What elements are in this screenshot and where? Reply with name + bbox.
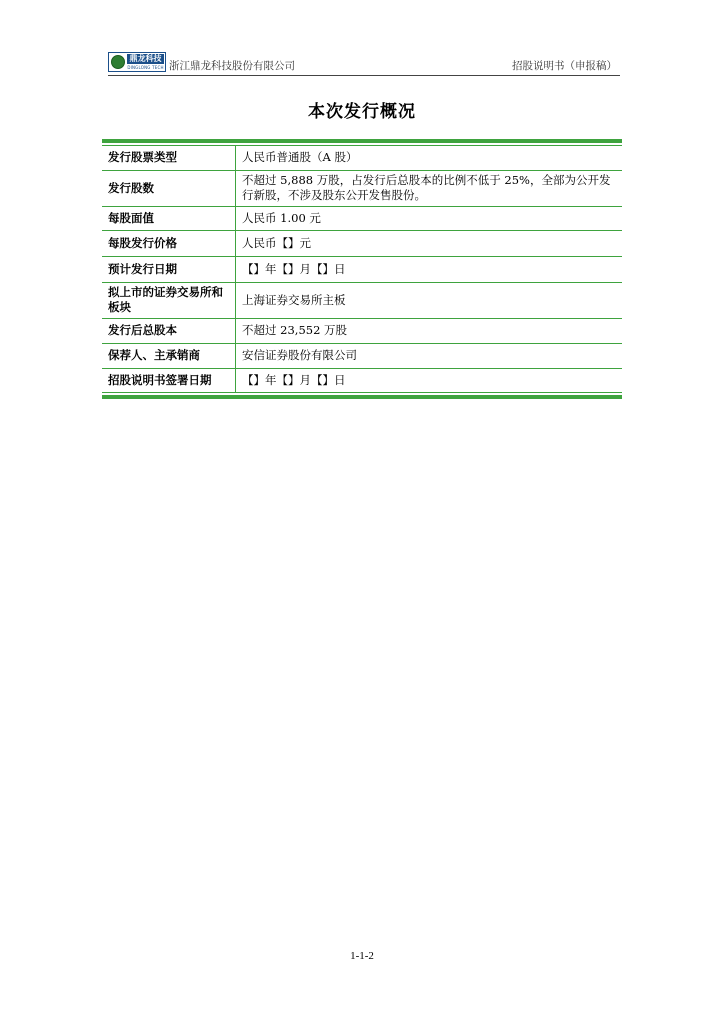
- row-label: 招股说明书签署日期: [102, 368, 236, 392]
- row-value: 安信证券股份有限公司: [236, 343, 623, 368]
- table-row: [102, 282, 622, 318]
- table-row: [102, 170, 622, 206]
- offering-summary-table: [102, 139, 622, 399]
- company-name: 浙江鼎龙科技股份有限公司: [169, 60, 295, 72]
- logo-text: 鼎龙科技: [129, 54, 162, 63]
- row-value: 【】年【】月【】日: [236, 256, 623, 282]
- header-divider: [108, 75, 620, 76]
- table-row: [102, 230, 622, 256]
- row-value: 不超过 5,888 万股，占发行后总股本的比例不低于 25%，全部为公开发行新股，不涉及股东公开发售股份。: [236, 170, 623, 206]
- row-label: 每股面值: [102, 206, 236, 230]
- row-value: 人民币【】元: [236, 230, 623, 256]
- logo-subtext: DINGLONG TECH: [127, 65, 164, 70]
- row-value: 上海证券交易所主板: [236, 282, 623, 318]
- page-title: 本次发行概况: [308, 102, 416, 122]
- row-value: 人民币 1.00 元: [236, 206, 623, 230]
- row-value: 不超过 23,552 万股: [236, 318, 623, 343]
- row-label: 每股发行价格: [102, 230, 236, 256]
- logo-emblem-icon: [111, 55, 125, 69]
- table-row: [102, 256, 622, 282]
- row-label: 发行后总股本: [102, 318, 236, 343]
- page-number: 1-1-2: [350, 950, 374, 962]
- row-value: 人民币普通股（A 股）: [236, 146, 623, 170]
- row-label: 发行股票类型: [102, 146, 236, 170]
- page-header: [108, 50, 620, 76]
- row-label: 发行股数: [102, 170, 236, 206]
- table-top-rule: [102, 139, 622, 143]
- table-row: [102, 318, 622, 343]
- table-row: [102, 368, 622, 392]
- company-logo: [108, 52, 166, 72]
- table-row: [102, 146, 622, 170]
- table-row: [102, 206, 622, 230]
- table-bottom-rule: [102, 395, 622, 399]
- document-type: 招股说明书（申报稿）: [512, 60, 617, 72]
- row-label: 保荐人、主承销商: [102, 343, 236, 368]
- table-row: [102, 343, 622, 368]
- row-value: 【】年【】月【】日: [242, 372, 346, 387]
- row-label: 拟上市的证券交易所和板块: [102, 282, 236, 318]
- row-label: 预计发行日期: [102, 256, 236, 282]
